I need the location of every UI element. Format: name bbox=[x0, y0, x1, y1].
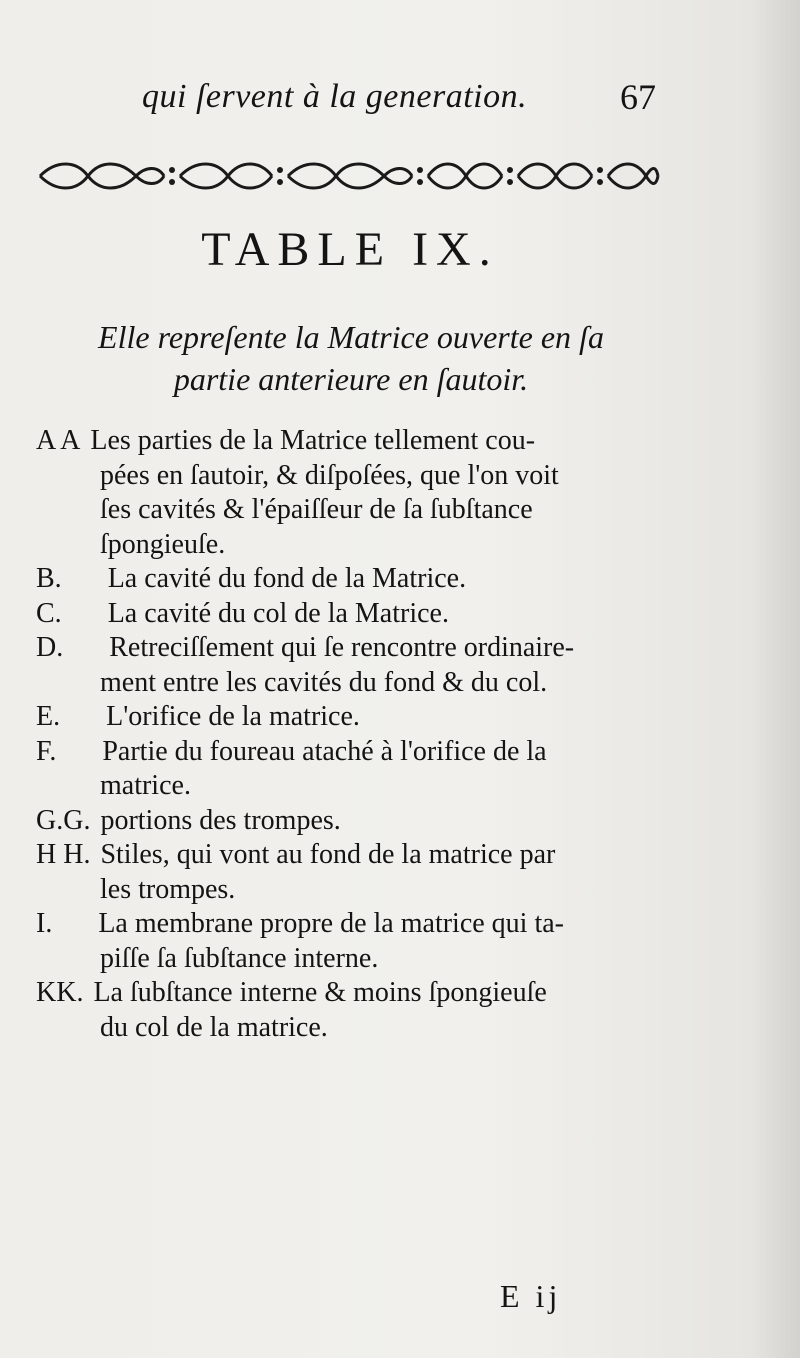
legend-entry-hh bbox=[36, 838, 670, 907]
legend-entry-f bbox=[36, 735, 670, 804]
caption-line-2: partie anterieure en ſautoir. bbox=[173, 361, 529, 397]
legend-entry-c bbox=[36, 597, 670, 632]
running-head: qui ſervent à la generation. bbox=[142, 78, 528, 115]
entry-key: H H. bbox=[36, 839, 91, 870]
entry-text: du col de la matrice. bbox=[100, 1011, 328, 1043]
legend-entry-aa bbox=[36, 424, 670, 562]
entry-key: C. bbox=[36, 597, 62, 629]
legend-entries bbox=[36, 424, 670, 1045]
legend-entry-gg bbox=[36, 804, 670, 839]
legend-entry-d bbox=[36, 631, 670, 700]
caption-line-1: Elle repreſente la Matrice ouverte en ſa bbox=[98, 319, 604, 355]
entry-text: piſſe ſa ſubſtance interne. bbox=[100, 942, 379, 974]
legend-entry-kk bbox=[36, 976, 670, 1045]
catchword-signature: E ij bbox=[500, 1278, 562, 1314]
page-header bbox=[0, 72, 800, 132]
table-title: TABLE IX. bbox=[201, 223, 499, 276]
table-caption bbox=[36, 316, 666, 400]
entry-key: A A bbox=[36, 425, 81, 456]
entry-text: La membrane propre de la matrice qui ta- bbox=[98, 908, 564, 939]
entry-text: L'orifice de la matrice. bbox=[106, 701, 360, 732]
entry-text: La cavité du col de la Matrice. bbox=[107, 597, 449, 629]
entry-text: les trompes. bbox=[100, 873, 236, 905]
legend-entry-b bbox=[36, 562, 670, 597]
entry-text: Retreciſſement qui ſe rencontre ordinaire- bbox=[109, 632, 575, 663]
legend-entry-i bbox=[36, 907, 670, 976]
entry-text: Stiles, qui vont au fond de la matrice par bbox=[100, 839, 556, 870]
entry-key: F. bbox=[36, 735, 57, 767]
entry-key: B. bbox=[36, 563, 62, 594]
entry-text: matrice. bbox=[100, 770, 191, 801]
entry-text: Partie du foureau ataché à l'orifice de la bbox=[102, 735, 547, 767]
entry-key: I. bbox=[36, 908, 53, 939]
entry-text: La cavité du fond de la Matrice. bbox=[107, 563, 467, 594]
page-number: 67 bbox=[620, 77, 656, 117]
entry-key: D. bbox=[36, 632, 64, 663]
fleuron-ornament-band bbox=[36, 158, 660, 194]
entry-key: E. bbox=[36, 701, 61, 732]
entry-text: La ſubſtance interne & moins ſpongieuſe bbox=[93, 977, 547, 1008]
page-edge-shadow bbox=[750, 0, 800, 1358]
entry-text: ſpongieuſe. bbox=[100, 528, 226, 560]
entry-key: G.G. bbox=[36, 804, 91, 836]
entry-text: Les parties de la Matrice tellement cou- bbox=[90, 425, 536, 456]
entry-text: pées en ſautoir, & diſpoſées, que l'on voit bbox=[100, 459, 559, 491]
entry-text: ment entre les cavités du fond & du col. bbox=[100, 666, 548, 698]
entry-text: ſes cavités & l'épaiſſeur de ſa ſubſtance bbox=[100, 494, 533, 525]
entry-key: KK. bbox=[36, 977, 84, 1008]
entry-text: portions des trompes. bbox=[100, 804, 341, 836]
legend-entry-e bbox=[36, 700, 670, 735]
